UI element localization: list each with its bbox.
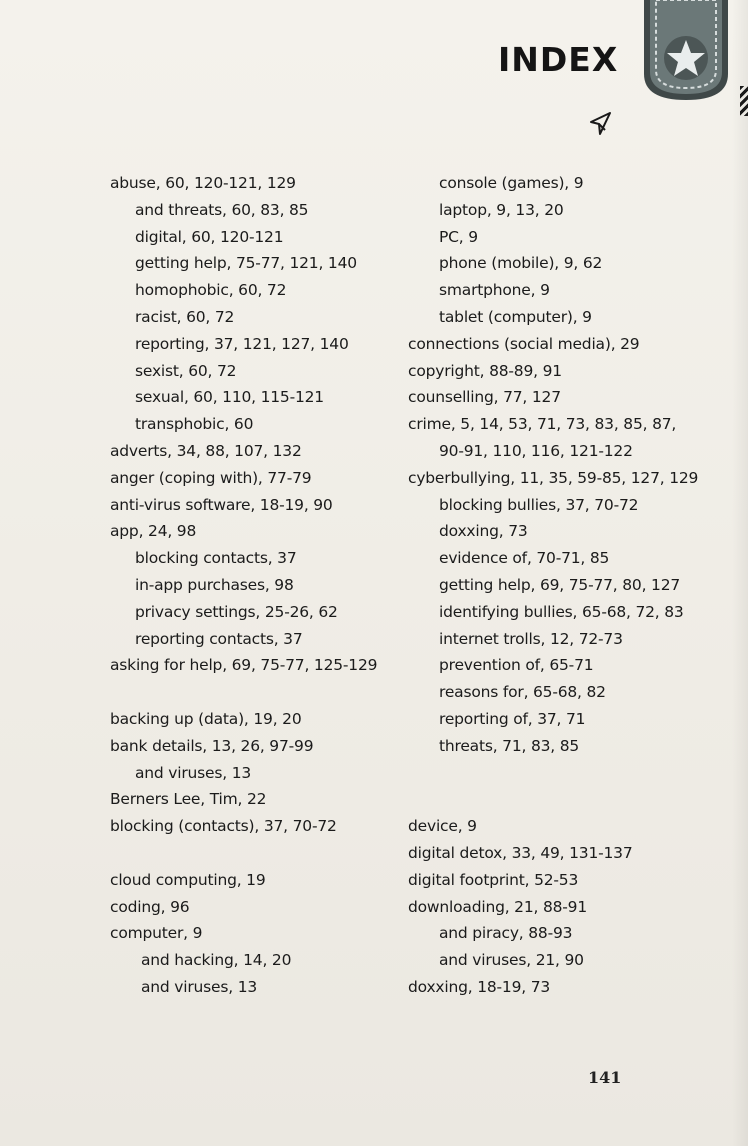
- index-subentry: and hacking, 14, 20: [141, 951, 292, 970]
- page-number: 141: [588, 1068, 622, 1087]
- index-subentry: transphobic, 60: [135, 415, 254, 434]
- index-entry: backing up (data), 19, 20: [110, 709, 302, 728]
- index-column-right: [408, 170, 708, 1001]
- index-subentry: and piracy, 88-93: [439, 924, 573, 943]
- index-subentry: and viruses, 13: [135, 763, 252, 782]
- index-subentry: reporting contacts, 37: [135, 629, 303, 648]
- index-entry: digital detox, 33, 49, 131-137: [408, 843, 633, 862]
- index-subentry: homophobic, 60, 72: [135, 281, 287, 300]
- index-entry: blocking (contacts), 37, 70-72: [110, 817, 337, 836]
- page-edge-shadow: [732, 0, 748, 1146]
- index-subentry: reporting, 37, 121, 127, 140: [135, 334, 349, 353]
- index-subentry: 90-91, 110, 116, 121-122: [439, 441, 633, 460]
- index-subentry: privacy settings, 25-26, 62: [135, 602, 338, 621]
- index-entry: coding, 96: [110, 897, 190, 916]
- index-subentry: getting help, 69, 75-77, 80, 127: [439, 575, 681, 594]
- index-subentry: phone (mobile), 9, 62: [439, 254, 603, 273]
- index-subentry: smartphone, 9: [439, 281, 550, 300]
- index-subentry: internet trolls, 12, 72-73: [439, 629, 623, 648]
- index-entry: crime, 5, 14, 53, 71, 73, 83, 85, 87,: [408, 415, 677, 434]
- index-entry: bank details, 13, 26, 97-99: [110, 736, 314, 755]
- index-entry: app, 24, 98: [110, 522, 197, 541]
- index-subentry: getting help, 75-77, 121, 140: [135, 254, 357, 273]
- index-entry: cloud computing, 19: [110, 870, 266, 889]
- index-spacer: [110, 840, 400, 867]
- index-subentry: threats, 71, 83, 85: [439, 736, 580, 755]
- star-badge-icon: [638, 0, 734, 104]
- index-entry: cyberbullying, 11, 35, 59-85, 127, 129: [408, 468, 699, 487]
- index-subentry: reasons for, 65-68, 82: [439, 683, 606, 702]
- index-entry: copyright, 88-89, 91: [408, 361, 562, 380]
- index-entry: computer, 9: [110, 924, 203, 943]
- index-subentry: identifying bullies, 65-68, 72, 83: [439, 602, 684, 621]
- index-entry: counselling, 77, 127: [408, 388, 561, 407]
- index-entry: connections (social media), 29: [408, 334, 640, 353]
- cursor-arrow-icon: [588, 110, 614, 138]
- page-title: INDEX: [498, 40, 619, 79]
- index-subentry: in-app purchases, 98: [135, 575, 294, 594]
- index-entry: digital footprint, 52-53: [408, 870, 579, 889]
- index-subentry: laptop, 9, 13, 20: [439, 200, 564, 219]
- index-entry: device, 9: [408, 817, 477, 836]
- index-entry: abuse, 60, 120-121, 129: [110, 174, 296, 192]
- index-spacer: [408, 786, 708, 813]
- index-entry: adverts, 34, 88, 107, 132: [110, 441, 302, 460]
- index-subentry: and viruses, 13: [141, 977, 258, 996]
- index-spacer: [110, 679, 400, 706]
- index-subentry: evidence of, 70-71, 85: [439, 549, 610, 568]
- index-entry: anti-virus software, 18-19, 90: [110, 495, 333, 514]
- index-subentry: reporting of, 37, 71: [439, 709, 586, 728]
- index-subentry: and viruses, 21, 90: [439, 951, 584, 970]
- index-subentry: tablet (computer), 9: [439, 307, 592, 326]
- index-subentry: and threats, 60, 83, 85: [135, 200, 309, 219]
- index-entry: anger (coping with), 77-79: [110, 468, 312, 487]
- index-subentry: console (games), 9: [439, 174, 584, 192]
- index-spacer: [408, 760, 708, 787]
- index-subentry: doxxing, 73: [439, 522, 528, 541]
- index-entry: downloading, 21, 88-91: [408, 897, 587, 916]
- index-subentry: sexist, 60, 72: [135, 361, 237, 380]
- edge-stripes: [740, 86, 748, 116]
- index-entry: Berners Lee, Tim, 22: [110, 790, 267, 809]
- index-subentry: racist, 60, 72: [135, 307, 235, 326]
- index-subentry: blocking bullies, 37, 70-72: [439, 495, 639, 514]
- index-entry: doxxing, 18-19, 73: [408, 977, 551, 996]
- index-column-left: [110, 170, 400, 1001]
- index-entry: asking for help, 69, 75-77, 125-129: [110, 656, 378, 675]
- index-subentry: blocking contacts, 37: [135, 549, 297, 568]
- index-subentry: PC, 9: [439, 227, 478, 246]
- index-subentry: digital, 60, 120-121: [135, 227, 284, 246]
- index-subentry: sexual, 60, 110, 115-121: [135, 388, 324, 407]
- index-subentry: prevention of, 65-71: [439, 656, 594, 675]
